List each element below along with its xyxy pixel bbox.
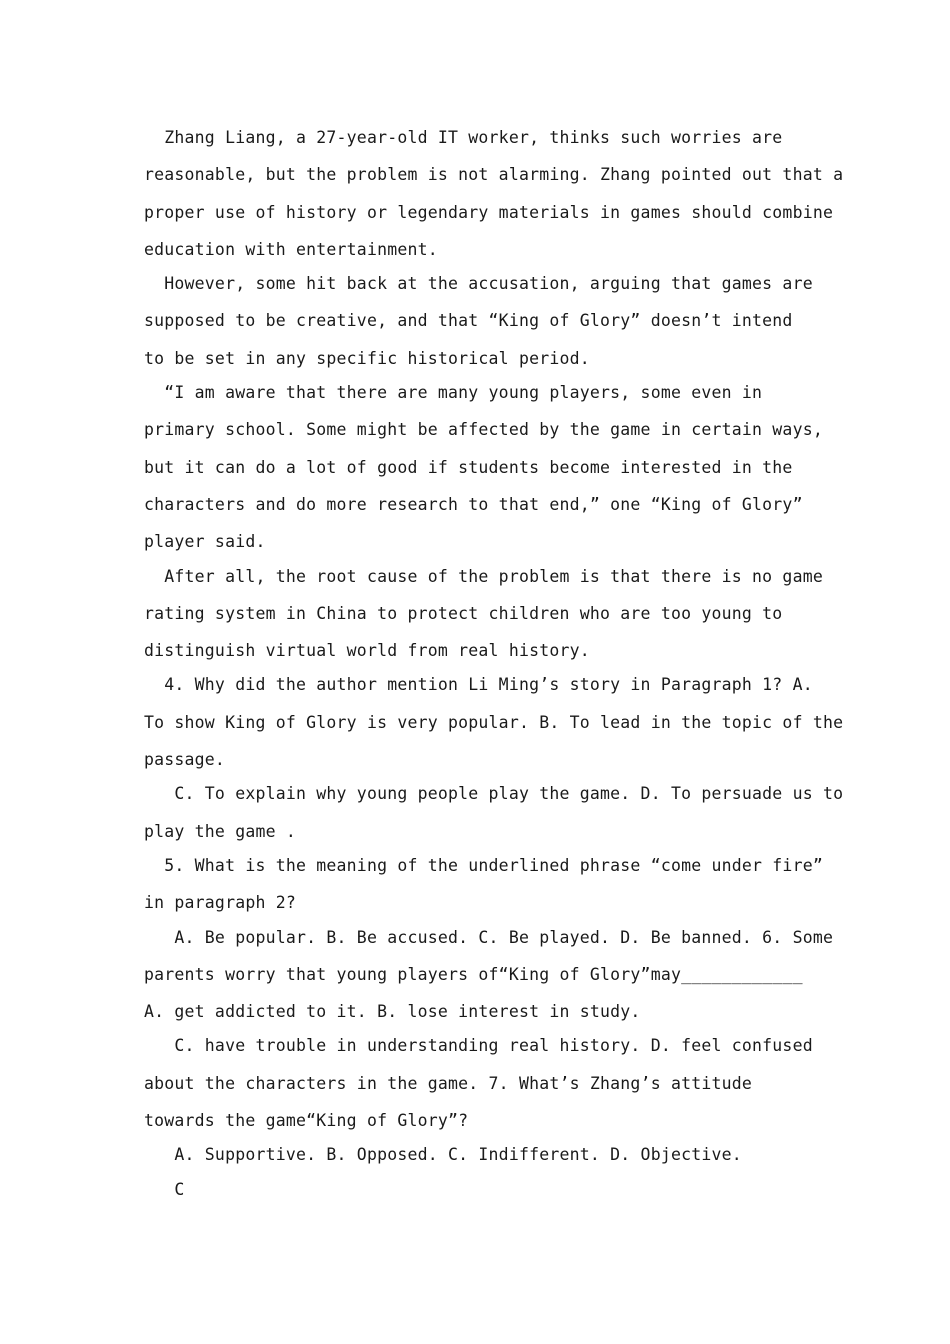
document-body	[144, 119, 844, 1208]
text-line: rating system in China to protect children who are too young to	[144, 603, 783, 623]
text-line: However, some hit back at the accusation, arguing that games are	[144, 274, 813, 294]
question-line: C. have trouble in understanding real history. D. feel confused	[144, 1036, 813, 1056]
question-line: A. Be popular. B. Be accused. C. Be played. D. Be banned. 6. Some	[144, 927, 834, 947]
text-line: reasonable, but the problem is not alarming. Zhang pointed out that a	[144, 165, 844, 185]
text-line: proper use of history or legendary materials in games should combine	[144, 202, 834, 222]
text-line: After all, the root cause of the problem is that there is no game	[144, 566, 823, 586]
question-line: A. Supportive. B. Opposed. C. Indifferent. D. Objective.	[144, 1145, 742, 1165]
text-line: education with entertainment.	[144, 239, 438, 259]
text-line: to be set in any specific historical period.	[144, 348, 590, 368]
question-line: towards the game“King of Glory”?	[144, 1111, 469, 1131]
text-line: primary school. Some might be affected by the game in certain ways,	[144, 420, 823, 440]
question-line: about the characters in the game. 7. What’s Zhang’s attitude	[144, 1073, 753, 1093]
answer-line: C	[144, 1179, 185, 1199]
question-line: in paragraph 2?	[144, 893, 297, 913]
question-line: play the game .	[144, 821, 297, 841]
question-line: passage.	[144, 750, 226, 770]
question-line: A. get addicted to it. B. lose interest in study.	[144, 1002, 641, 1022]
question-line: parents worry that young players of“King of Glory”may____________	[144, 964, 803, 984]
question-line: C. To explain why young people play the game. D. To persuade us to	[144, 784, 844, 804]
text-line: supposed to be creative, and that “King of Glory” doesn’t intend	[144, 311, 793, 331]
text-line: “I am aware that there are many young players, some even in	[144, 383, 763, 403]
text-line: Zhang Liang, a 27-year-old IT worker, thinks such worries are	[144, 128, 783, 147]
text-line: but it can do a lot of good if students become interested in the	[144, 457, 793, 477]
text-line: player said.	[144, 532, 266, 552]
question-line: To show King of Glory is very popular. B. To lead in the topic of the	[144, 712, 844, 732]
question-line: 4. Why did the author mention Li Ming’s story in Paragraph 1? A.	[144, 675, 813, 695]
question-line: 5. What is the meaning of the underlined phrase “come under fire”	[144, 855, 823, 875]
text-line: characters and do more research to that end,” one “King of Glory”	[144, 494, 803, 514]
text-line: distinguish virtual world from real history.	[144, 641, 590, 661]
